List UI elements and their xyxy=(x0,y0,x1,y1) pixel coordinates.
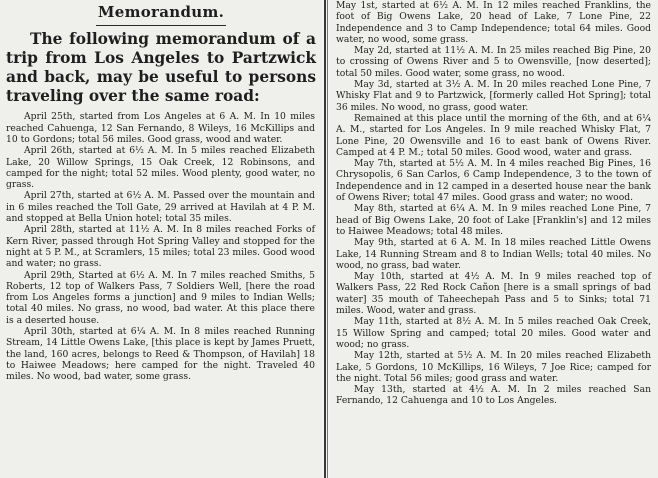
entry-paragraph: April 30th, started at 6¼ A. M. In 8 miles reached Running Stream, 14 Little Owens Lake, [this place is kept by James Pruett, the land, 160 acres, belongs to Reed & Thompson, of Havilah] 18 to Haiwee Meadows; here camped for the night. Traveled 40 miles. No wood, bad water, some grass. xyxy=(6,326,315,383)
entry-paragraph: May 10th, started at 4½ A. M. In 9 miles reached top of Walkers Pass, 22 Red Rock Cañon [here is a small springs of bad water] 35 mouth of Taheechepah Pass and 5 to Sinks; total 71 miles. Wood, water and grass. xyxy=(336,271,651,317)
entry-paragraph: May 1st, started at 6½ A. M. In 12 miles reached Franklins, the foot of Big Owens Lake, 20 head of Lake, 7 Lone Pine, 22 Independence and 3 to Camp Independence; total 64 miles. Good water, no wood, some grass. xyxy=(336,0,651,45)
entry-paragraph: May 12th, started at 5½ A. M. In 20 miles reached Elizabeth Lake, 5 Gordons, 10 McKillips, 16 Wileys, 7 Joe Rice; camped for the night. Total 56 miles; good grass and water. xyxy=(336,350,651,384)
column-divider-thin xyxy=(327,0,328,478)
entry-paragraph: May 2d, started at 11½ A. M. In 25 miles reached Big Pine, 20 to crossing of Owens River and 5 to Owensville, [now deserted]; total 50 miles. Good water, some grass, no wood. xyxy=(336,45,651,79)
entry-paragraph: April 28th, started at 11½ A. M. In 8 miles reached Forks of Kern River, passed through Hot Spring Valley and stopped for the night at 5 P. M., at Scramlers, 15 miles; total 23 miles. Good wood and water; no grass. xyxy=(6,224,315,270)
entry-paragraph: May 11th, started at 8½ A. M. In 5 miles reached Oak Creek, 15 Willow Spring and camped; total 20 miles. Good water and wood; no grass. xyxy=(336,316,651,350)
intro-paragraph: The following memorandum of a trip from Los Angeles to Partzwick and back, may be useful to persons traveling over the same road: xyxy=(6,30,316,106)
right-column xyxy=(330,0,658,478)
left-column xyxy=(0,0,322,478)
entry-paragraph: May 9th, started at 6 A. M. In 18 miles reached Little Owens Lake, 14 Running Stream and 8 to Indian Wells; total 40 miles. No wood, no grass, bad water. xyxy=(336,237,651,271)
memorandum-heading: Memorandum. xyxy=(97,3,225,21)
right-entries xyxy=(330,0,658,407)
entry-paragraph: Remained at this place until the morning of the 6th, and at 6¼ A. M., started for Los Angeles. In 9 mile reached Whisky Flat, 7 Lone Pine, 20 Owensville and 16 to east bank of Owens River. Camped at 4 P. M.; total 50 miles. Good wood, water and grass. xyxy=(336,112,651,158)
entry-paragraph: April 29th, Started at 6½ A. M. In 7 miles reached Smiths, 5 Roberts, 12 top of Walkers Pass, 7 Soldiers Well, [here the road from Los Angeles forms a junction] and 9 miles to Indian Wells; total 40 miles. No grass, no wood, bad water. At this place there is a deserted house. xyxy=(6,269,315,326)
entry-paragraph: May 7th, started at 5½ A. M. In 4 miles reached Big Pines, 16 Chrysopolis, 6 San Carlos, 6 Camp Independence, 3 to the town of Independence and in 12 camped in a deserted house near the bank of Owens River; total 47 miles. Good grass and water; no wood. xyxy=(336,158,651,204)
left-entries xyxy=(0,111,322,382)
entry-paragraph: May 3d, started at 3½ A. M. In 20 miles reached Lone Pine, 7 Whisky Flat and 9 to Partzwick, [formerly called Hot Spring]; total 36 miles. No wood, no grass, good water. xyxy=(336,79,651,113)
entry-paragraph: April 26th, started at 6½ A. M. In 5 miles reached Elizabeth Lake, 20 Willow Springs, 15 Oak Creek, 12 Robinsons, and camped for the night; total 52 miles. Wood plenty, good water, no grass. xyxy=(6,145,315,191)
entry-paragraph: April 25th, started from Los Angeles at 6 A. M. In 10 miles reached Cahuenga, 12 San Fernando, 8 Wileys, 16 McKillips and 10 to Gordons; total 56 miles. Good grass, wood and water. xyxy=(6,111,315,145)
entry-paragraph: May 13th, started at 4½ A. M. In 2 miles reached San Fernando, 12 Cahuenga and 10 to Los Angeles. xyxy=(336,384,651,407)
entry-paragraph: April 27th, started at 6½ A. M. Passed over the mountain and in 6 miles reached the Toll Gate, 29 arrived at Havilah at 4 P. M. and stopped at Bella Union hotel; total 35 miles. xyxy=(6,190,315,225)
heading-rule xyxy=(96,25,226,26)
entry-paragraph: May 8th, started at 6¼ A. M. In 9 miles reached Lone Pine, 7 head of Big Owens Lake, 20 foot of Lake [Franklin's] and 12 miles to Haiwee Meadows; total 48 miles. xyxy=(336,203,651,237)
column-divider xyxy=(324,0,326,478)
